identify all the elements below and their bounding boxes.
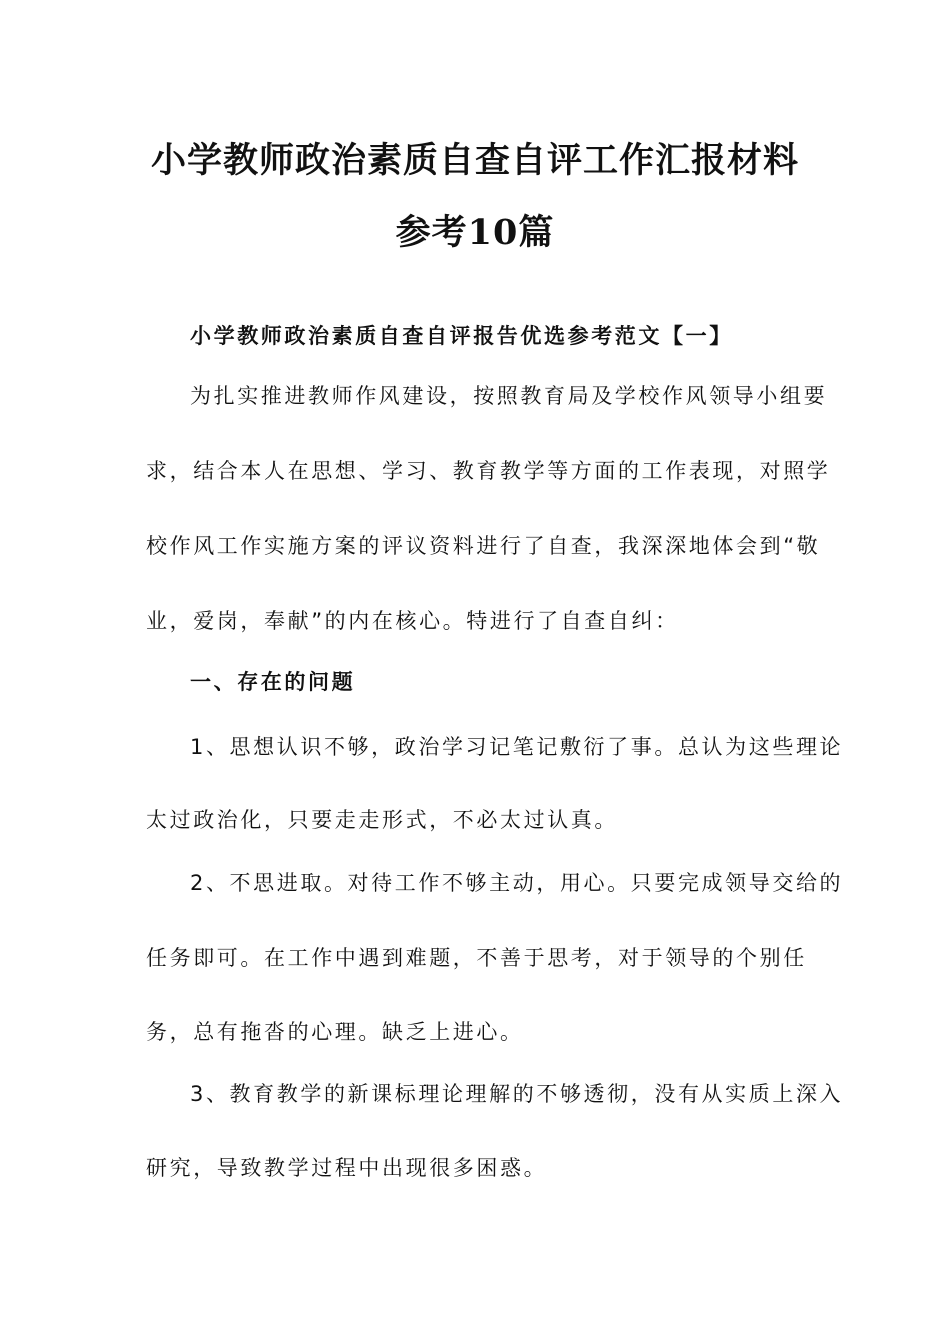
intro-line-3: 校作风工作实施方案的评议资料进行了自查，我深深地体会到“敬: [146, 534, 821, 558]
item2-line-3: 务，总有拖沓的心理。缺乏上进心。: [146, 1020, 524, 1044]
item2-line-2: 任务即可。在工作中遇到难题，不善于思考，对于领导的个别任: [146, 946, 807, 970]
item3-line-1: 3、教育教学的新课标理论理解的不够透彻，没有从实质上深入: [190, 1082, 844, 1106]
section-heading: 小学教师政治素质自查自评报告优选参考范文【一】: [190, 324, 733, 348]
document-title-line-1: 小学教师政治素质自查自评工作汇报材料: [150, 140, 799, 181]
intro-line-1: 为扎实推进教师作风建设，按照教育局及学校作风领导小组要: [190, 384, 828, 408]
problems-heading: 一、存在的问题: [190, 670, 356, 694]
item1-line-2: 太过政治化，只要走走形式，不必太过认真。: [146, 808, 618, 832]
item2-line-1: 2、不思进取。对待工作不够主动，用心。只要完成领导交给的: [190, 871, 844, 895]
item1-line-1: 1、思想认识不够，政治学习记笔记敷衍了事。总认为这些理论: [190, 735, 844, 759]
intro-line-4: 业，爱岗，奉献”的内在核心。特进行了自查自纠：: [146, 609, 679, 633]
document-title-line-2: 参考10篇: [395, 212, 555, 253]
intro-line-2: 求，结合本人在思想、学习、教育教学等方面的工作表现，对照学: [146, 459, 831, 483]
item3-line-2: 研究，导致教学过程中出现很多困惑。: [146, 1156, 548, 1180]
